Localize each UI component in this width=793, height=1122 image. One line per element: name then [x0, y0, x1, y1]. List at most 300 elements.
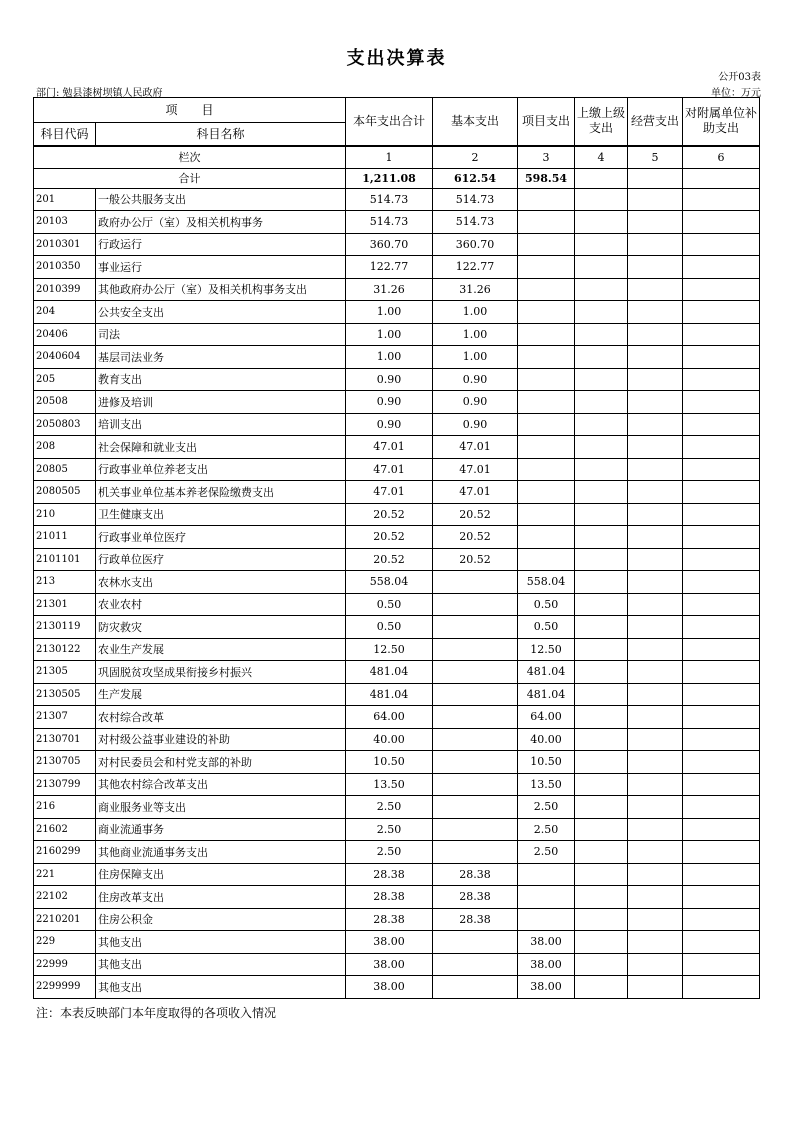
- subject-name: 其他农村综合改革支出: [96, 773, 346, 796]
- column-number: 6: [683, 146, 760, 169]
- amount-cell: [575, 796, 628, 819]
- amount-cell: [575, 188, 628, 211]
- amount-cell: [628, 683, 683, 706]
- amount-cell: [628, 503, 683, 526]
- header-item: 项 目: [34, 98, 346, 123]
- amount-cell: 20.52: [346, 503, 433, 526]
- amount-cell: 31.26: [346, 278, 433, 301]
- table-row: [34, 278, 760, 301]
- amount-cell: [575, 886, 628, 909]
- amount-cell: [628, 278, 683, 301]
- column-number: 3: [518, 146, 575, 169]
- subject-code: 21305: [34, 661, 96, 684]
- subject-code: 210: [34, 503, 96, 526]
- subject-name: 机关事业单位基本养老保险缴费支出: [96, 481, 346, 504]
- amount-cell: 122.77: [433, 256, 518, 279]
- amount-cell: 28.38: [346, 908, 433, 931]
- amount-cell: [683, 188, 760, 211]
- amount-cell: 481.04: [346, 661, 433, 684]
- amount-cell: [683, 301, 760, 324]
- amount-cell: 1.00: [346, 301, 433, 324]
- amount-cell: [518, 526, 575, 549]
- amount-cell: [683, 278, 760, 301]
- amount-cell: 13.50: [518, 773, 575, 796]
- table-row: [34, 188, 760, 211]
- total-label: 合计: [34, 168, 346, 188]
- amount-cell: 0.50: [346, 593, 433, 616]
- amount-cell: [683, 458, 760, 481]
- table-row: [34, 841, 760, 864]
- table-row: [34, 773, 760, 796]
- total-value: 1,211.08: [346, 168, 433, 188]
- amount-cell: 0.50: [518, 593, 575, 616]
- amount-cell: [575, 706, 628, 729]
- amount-cell: [518, 256, 575, 279]
- amount-cell: [433, 931, 518, 954]
- expenditure-table: [33, 97, 760, 999]
- subject-name: 商业流通事务: [96, 818, 346, 841]
- amount-cell: [575, 683, 628, 706]
- amount-cell: 10.50: [346, 751, 433, 774]
- amount-cell: [575, 841, 628, 864]
- amount-cell: [628, 728, 683, 751]
- amount-cell: [628, 706, 683, 729]
- subject-code: 20406: [34, 323, 96, 346]
- amount-cell: [683, 683, 760, 706]
- amount-cell: [575, 503, 628, 526]
- amount-cell: 38.00: [346, 931, 433, 954]
- amount-cell: 514.73: [433, 188, 518, 211]
- subject-code: 2130119: [34, 616, 96, 639]
- subject-name: 其他政府办公厅（室）及相关机构事务支出: [96, 278, 346, 301]
- subject-name: 其他商业流通事务支出: [96, 841, 346, 864]
- total-value: 598.54: [518, 168, 575, 188]
- amount-cell: 558.04: [518, 571, 575, 594]
- amount-cell: 40.00: [518, 728, 575, 751]
- amount-cell: 0.90: [346, 368, 433, 391]
- amount-cell: [433, 616, 518, 639]
- amount-cell: [518, 908, 575, 931]
- amount-cell: 64.00: [346, 706, 433, 729]
- amount-cell: [683, 953, 760, 976]
- subject-name: 行政单位医疗: [96, 548, 346, 571]
- table-row: [34, 886, 760, 909]
- amount-cell: 1.00: [433, 346, 518, 369]
- subject-code: 205: [34, 368, 96, 391]
- amount-cell: [683, 211, 760, 234]
- amount-cell: [575, 661, 628, 684]
- amount-cell: 20.52: [346, 526, 433, 549]
- subject-code: 204: [34, 301, 96, 324]
- amount-cell: [518, 188, 575, 211]
- amount-cell: [575, 548, 628, 571]
- amount-cell: 558.04: [346, 571, 433, 594]
- subject-name: 进修及培训: [96, 391, 346, 414]
- amount-cell: [683, 481, 760, 504]
- header-col-6: 对附属单位补助支出: [683, 98, 760, 146]
- amount-cell: 1.00: [346, 346, 433, 369]
- amount-cell: [575, 436, 628, 459]
- amount-cell: 1.00: [433, 323, 518, 346]
- amount-cell: 0.90: [433, 413, 518, 436]
- amount-cell: 0.90: [433, 391, 518, 414]
- amount-cell: [575, 278, 628, 301]
- amount-cell: [683, 908, 760, 931]
- amount-cell: [575, 908, 628, 931]
- amount-cell: 38.00: [518, 976, 575, 999]
- header-col-3: 项目支出: [518, 98, 575, 146]
- amount-cell: 0.90: [433, 368, 518, 391]
- amount-cell: [683, 818, 760, 841]
- table-row: [34, 751, 760, 774]
- amount-cell: [433, 706, 518, 729]
- amount-cell: [683, 976, 760, 999]
- amount-cell: [628, 256, 683, 279]
- subject-code: 2101101: [34, 548, 96, 571]
- amount-cell: [518, 368, 575, 391]
- subject-code: 20805: [34, 458, 96, 481]
- amount-cell: [575, 593, 628, 616]
- header-code: 科目代码: [34, 123, 96, 146]
- amount-cell: [575, 526, 628, 549]
- subject-name: 其他支出: [96, 976, 346, 999]
- amount-cell: [575, 728, 628, 751]
- column-number: 5: [628, 146, 683, 169]
- subject-name: 商业服务业等支出: [96, 796, 346, 819]
- amount-cell: 360.70: [346, 233, 433, 256]
- amount-cell: 481.04: [346, 683, 433, 706]
- amount-cell: [628, 346, 683, 369]
- table-row: [34, 571, 760, 594]
- amount-cell: [628, 548, 683, 571]
- amount-cell: [575, 863, 628, 886]
- subject-code: 21602: [34, 818, 96, 841]
- amount-cell: [683, 526, 760, 549]
- amount-cell: 20.52: [433, 526, 518, 549]
- amount-cell: [683, 503, 760, 526]
- amount-cell: [628, 323, 683, 346]
- subject-name: 一般公共服务支出: [96, 188, 346, 211]
- total-value: [575, 168, 628, 188]
- subject-code: 2040604: [34, 346, 96, 369]
- amount-cell: [433, 661, 518, 684]
- table-row: [34, 863, 760, 886]
- subject-name: 农业生产发展: [96, 638, 346, 661]
- subject-code: 20103: [34, 211, 96, 234]
- amount-cell: [628, 818, 683, 841]
- amount-cell: [518, 503, 575, 526]
- table-row: [34, 436, 760, 459]
- amount-cell: [628, 616, 683, 639]
- amount-cell: [683, 638, 760, 661]
- subject-code: 20508: [34, 391, 96, 414]
- subject-code: 2130799: [34, 773, 96, 796]
- amount-cell: [683, 728, 760, 751]
- subject-name: 巩固脱贫攻坚成果衔接乡村振兴: [96, 661, 346, 684]
- amount-cell: 38.00: [518, 931, 575, 954]
- amount-cell: [575, 571, 628, 594]
- subject-name: 事业运行: [96, 256, 346, 279]
- amount-cell: [683, 841, 760, 864]
- column-number-row: [34, 146, 760, 169]
- footnote: 注：本表反映部门本年度取得的各项收入情况: [36, 1006, 277, 1020]
- amount-cell: [575, 233, 628, 256]
- amount-cell: [575, 323, 628, 346]
- amount-cell: [683, 616, 760, 639]
- amount-cell: 20.52: [346, 548, 433, 571]
- header-col-2: 基本支出: [433, 98, 518, 146]
- subject-name: 行政事业单位医疗: [96, 526, 346, 549]
- subject-code: 2130705: [34, 751, 96, 774]
- amount-cell: 514.73: [433, 211, 518, 234]
- amount-cell: [628, 931, 683, 954]
- subject-name: 政府办公厅（室）及相关机构事务: [96, 211, 346, 234]
- table-row: [34, 661, 760, 684]
- amount-cell: 1.00: [433, 301, 518, 324]
- amount-cell: 28.38: [433, 863, 518, 886]
- amount-cell: 360.70: [433, 233, 518, 256]
- amount-cell: [628, 526, 683, 549]
- amount-cell: [575, 458, 628, 481]
- amount-cell: [518, 391, 575, 414]
- amount-cell: 2.50: [518, 796, 575, 819]
- table-row: [34, 706, 760, 729]
- amount-cell: 13.50: [346, 773, 433, 796]
- amount-cell: [433, 773, 518, 796]
- total-row: [34, 168, 760, 188]
- amount-cell: 12.50: [346, 638, 433, 661]
- form-code: 公开03表: [718, 72, 761, 83]
- subject-name: 农村综合改革: [96, 706, 346, 729]
- table-row: [34, 481, 760, 504]
- amount-cell: [518, 413, 575, 436]
- table-row: [34, 503, 760, 526]
- subject-name: 对村级公益事业建设的补助: [96, 728, 346, 751]
- subject-code: 208: [34, 436, 96, 459]
- amount-cell: 47.01: [433, 481, 518, 504]
- table-row: [34, 908, 760, 931]
- amount-cell: [433, 796, 518, 819]
- amount-cell: 2.50: [346, 841, 433, 864]
- amount-cell: [433, 571, 518, 594]
- table-row: [34, 346, 760, 369]
- subject-name: 农业农村: [96, 593, 346, 616]
- amount-cell: [683, 368, 760, 391]
- amount-cell: [575, 256, 628, 279]
- subject-name: 基层司法业务: [96, 346, 346, 369]
- subject-code: 229: [34, 931, 96, 954]
- amount-cell: [683, 233, 760, 256]
- amount-cell: 47.01: [346, 481, 433, 504]
- amount-cell: [628, 751, 683, 774]
- table-row: [34, 593, 760, 616]
- amount-cell: 38.00: [346, 953, 433, 976]
- table-row: [34, 616, 760, 639]
- amount-cell: [575, 481, 628, 504]
- amount-cell: 28.38: [346, 886, 433, 909]
- amount-cell: 514.73: [346, 188, 433, 211]
- subject-name: 住房公积金: [96, 908, 346, 931]
- amount-cell: [683, 863, 760, 886]
- amount-cell: [628, 436, 683, 459]
- amount-cell: [628, 458, 683, 481]
- subject-name: 其他支出: [96, 931, 346, 954]
- amount-cell: 0.90: [346, 391, 433, 414]
- subject-name: 社会保障和就业支出: [96, 436, 346, 459]
- subject-code: 2010399: [34, 278, 96, 301]
- amount-cell: 2.50: [518, 818, 575, 841]
- amount-cell: 122.77: [346, 256, 433, 279]
- amount-cell: [628, 368, 683, 391]
- subject-name: 行政运行: [96, 233, 346, 256]
- amount-cell: [628, 233, 683, 256]
- amount-cell: [575, 638, 628, 661]
- subject-name: 对村民委员会和村党支部的补助: [96, 751, 346, 774]
- amount-cell: [683, 796, 760, 819]
- table-row: [34, 953, 760, 976]
- amount-cell: [628, 953, 683, 976]
- total-value: 612.54: [433, 168, 518, 188]
- amount-cell: [518, 548, 575, 571]
- amount-cell: [575, 773, 628, 796]
- subject-name: 住房保障支出: [96, 863, 346, 886]
- amount-cell: [518, 301, 575, 324]
- subject-name: 教育支出: [96, 368, 346, 391]
- amount-cell: [628, 413, 683, 436]
- amount-cell: [518, 863, 575, 886]
- subject-code: 2299999: [34, 976, 96, 999]
- amount-cell: 28.38: [433, 908, 518, 931]
- amount-cell: 10.50: [518, 751, 575, 774]
- column-number: 1: [346, 146, 433, 169]
- subject-name: 司法: [96, 323, 346, 346]
- amount-cell: [518, 481, 575, 504]
- page-title: 支出决算表: [346, 48, 447, 69]
- amount-cell: [433, 953, 518, 976]
- amount-cell: 481.04: [518, 683, 575, 706]
- amount-cell: 28.38: [346, 863, 433, 886]
- amount-cell: 38.00: [346, 976, 433, 999]
- subject-name: 住房改革支出: [96, 886, 346, 909]
- amount-cell: [518, 886, 575, 909]
- subject-code: 2010301: [34, 233, 96, 256]
- department-label: 部门: 勉县漆树坝镇人民政府: [36, 88, 163, 99]
- table-row: [34, 368, 760, 391]
- amount-cell: [628, 481, 683, 504]
- amount-cell: 47.01: [346, 436, 433, 459]
- subject-code: 2130701: [34, 728, 96, 751]
- amount-cell: [683, 661, 760, 684]
- amount-cell: [628, 886, 683, 909]
- table-row: [34, 548, 760, 571]
- amount-cell: [628, 571, 683, 594]
- table-row: [34, 301, 760, 324]
- amount-cell: 0.90: [346, 413, 433, 436]
- subject-code: 21011: [34, 526, 96, 549]
- subject-code: 22102: [34, 886, 96, 909]
- table-row: [34, 526, 760, 549]
- amount-cell: [683, 413, 760, 436]
- amount-cell: [518, 278, 575, 301]
- amount-cell: [683, 931, 760, 954]
- amount-cell: [518, 233, 575, 256]
- amount-cell: 20.52: [433, 503, 518, 526]
- amount-cell: 40.00: [346, 728, 433, 751]
- amount-cell: [628, 908, 683, 931]
- column-number-label: 栏次: [34, 146, 346, 169]
- table-row: [34, 233, 760, 256]
- unit-label: 单位：万元: [711, 88, 761, 99]
- amount-cell: [628, 211, 683, 234]
- amount-cell: [575, 413, 628, 436]
- amount-cell: [628, 188, 683, 211]
- amount-cell: 28.38: [433, 886, 518, 909]
- amount-cell: [628, 841, 683, 864]
- amount-cell: [433, 976, 518, 999]
- amount-cell: [628, 863, 683, 886]
- amount-cell: 0.50: [518, 616, 575, 639]
- header-col-4: 上缴上级支出: [575, 98, 628, 146]
- subject-code: 201: [34, 188, 96, 211]
- amount-cell: [518, 436, 575, 459]
- subject-name: 生产发展: [96, 683, 346, 706]
- amount-cell: [683, 346, 760, 369]
- amount-cell: [683, 256, 760, 279]
- subject-code: 216: [34, 796, 96, 819]
- amount-cell: 20.52: [433, 548, 518, 571]
- amount-cell: [628, 773, 683, 796]
- subject-code: 213: [34, 571, 96, 594]
- amount-cell: 1.00: [346, 323, 433, 346]
- amount-cell: 38.00: [518, 953, 575, 976]
- amount-cell: 2.50: [346, 818, 433, 841]
- subject-code: 2130505: [34, 683, 96, 706]
- table-row: [34, 391, 760, 414]
- subject-name: 农林水支出: [96, 571, 346, 594]
- amount-cell: [683, 323, 760, 346]
- amount-cell: [575, 931, 628, 954]
- table-row: [34, 976, 760, 999]
- amount-cell: 0.50: [346, 616, 433, 639]
- subject-code: 2210201: [34, 908, 96, 931]
- subject-code: 21307: [34, 706, 96, 729]
- amount-cell: 47.01: [346, 458, 433, 481]
- table-row: [34, 796, 760, 819]
- amount-cell: [518, 458, 575, 481]
- subject-code: 22999: [34, 953, 96, 976]
- amount-cell: [575, 818, 628, 841]
- amount-cell: 47.01: [433, 436, 518, 459]
- amount-cell: [628, 976, 683, 999]
- amount-cell: [433, 751, 518, 774]
- amount-cell: [518, 346, 575, 369]
- column-number: 2: [433, 146, 518, 169]
- total-value: [628, 168, 683, 188]
- amount-cell: [433, 818, 518, 841]
- amount-cell: [683, 593, 760, 616]
- amount-cell: [433, 683, 518, 706]
- table-row: [34, 931, 760, 954]
- amount-cell: [575, 301, 628, 324]
- amount-cell: [683, 706, 760, 729]
- amount-cell: [518, 323, 575, 346]
- table-row: [34, 256, 760, 279]
- subject-name: 卫生健康支出: [96, 503, 346, 526]
- amount-cell: 2.50: [518, 841, 575, 864]
- subject-code: 2160299: [34, 841, 96, 864]
- amount-cell: 481.04: [518, 661, 575, 684]
- header-col-1: 本年支出合计: [346, 98, 433, 146]
